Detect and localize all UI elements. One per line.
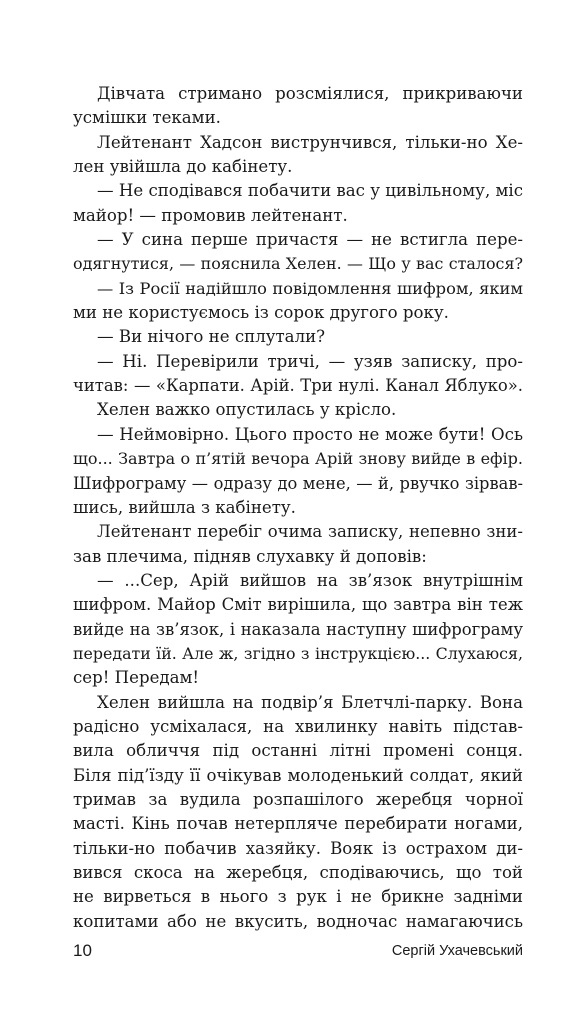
text-line: тримав за вудила розпашілого жеребця чорної <box>73 789 523 809</box>
text-line: тільки-но побачив хазяйку. Вояк із острахом ди- <box>73 838 523 858</box>
text-line: вила обличчя під останні літні промені сонця. <box>73 741 523 761</box>
text-line: передати їй. Але ж, згідно з інструкцією... Слухаюся, <box>73 643 523 663</box>
text-line: Хелен важко опустилась у крісло. <box>97 400 397 420</box>
text-line: — Ні. Перевірили тричі, — узяв записку, про- <box>97 351 523 371</box>
text-line: одягнутися, — пояснила Хелен. — Що у вас сталося? <box>73 254 523 274</box>
text-line: що... Завтра о п’ятій вечора Арій знову вийде в ефір. <box>73 449 523 469</box>
text-line: — У сина перше причастя — не встигла пере- <box>97 230 523 250</box>
text-line: не вирветься в нього з рук і не брикне задніми <box>73 887 523 907</box>
text-line: Лейтенант перебіг очима записку, непевно зни- <box>97 522 523 542</box>
text-line: масті. Кінь почав нетерпляче перебирати ногами, <box>73 814 523 834</box>
text-line: — Із Росії надійшло повідомлення шифром, яким <box>97 278 523 298</box>
text-line: — Ви нічого не сплутали? <box>97 327 326 347</box>
text-line: шифром. Майор Сміт вирішила, що завтра він теж <box>73 595 523 615</box>
text-line: зав плечима, підняв слухавку й доповів: <box>73 546 427 566</box>
text-line: читав: — «Карпати. Арій. Три нулі. Канал Яблуко». <box>73 376 523 396</box>
text-line: Дівчата стримано розсміялися, прикриваючи <box>97 84 523 103</box>
page-number: 10 <box>73 941 92 960</box>
text-line: шись, вийшла з кабінету. <box>73 497 296 517</box>
text-line: копитами або не вкусить, водночас намагаючись <box>73 911 523 931</box>
text-line: Біля під’їзду її очікував молоденький солдат, який <box>73 765 523 785</box>
text-line: Шифрограму — одразу до мене, — й, рвучко зірвав- <box>73 473 523 493</box>
text-line: лен увійшла до кабінету. <box>73 157 293 177</box>
text-line: ми не користуємось із сорок другого року. <box>73 303 449 323</box>
text-line: сер! Передам! <box>73 668 200 688</box>
text-line: вийде на зв’язок, і наказала наступну шифрограму <box>73 619 523 639</box>
text-line: — Неймовірно. Цього просто не може бути! Ось <box>97 424 523 444</box>
text-line: вився скоса на жеребця, сподіваючись, що той <box>73 863 523 882</box>
author-name: Сергій Ухачевський <box>391 943 523 959</box>
text-line: — Не сподівався побачити вас у цивільному, міс <box>97 181 523 201</box>
text-line: Лейтенант Хадсон виструнчився, тільки-но Хе- <box>97 132 523 152</box>
body-text <box>73 82 523 934</box>
text-line: радісно усміхалася, на хвилинку навіть підстав- <box>73 716 523 736</box>
text-line: Хелен вийшла на подвір’я Блетчлі-парку. Вона <box>97 692 523 712</box>
text-line: майор! — промовив лейтенант. <box>73 205 348 225</box>
text-line: — ...Сер, Арій вийшов на зв’язок внутрішнім <box>97 570 523 590</box>
text-line: усмішки теками. <box>73 108 221 128</box>
